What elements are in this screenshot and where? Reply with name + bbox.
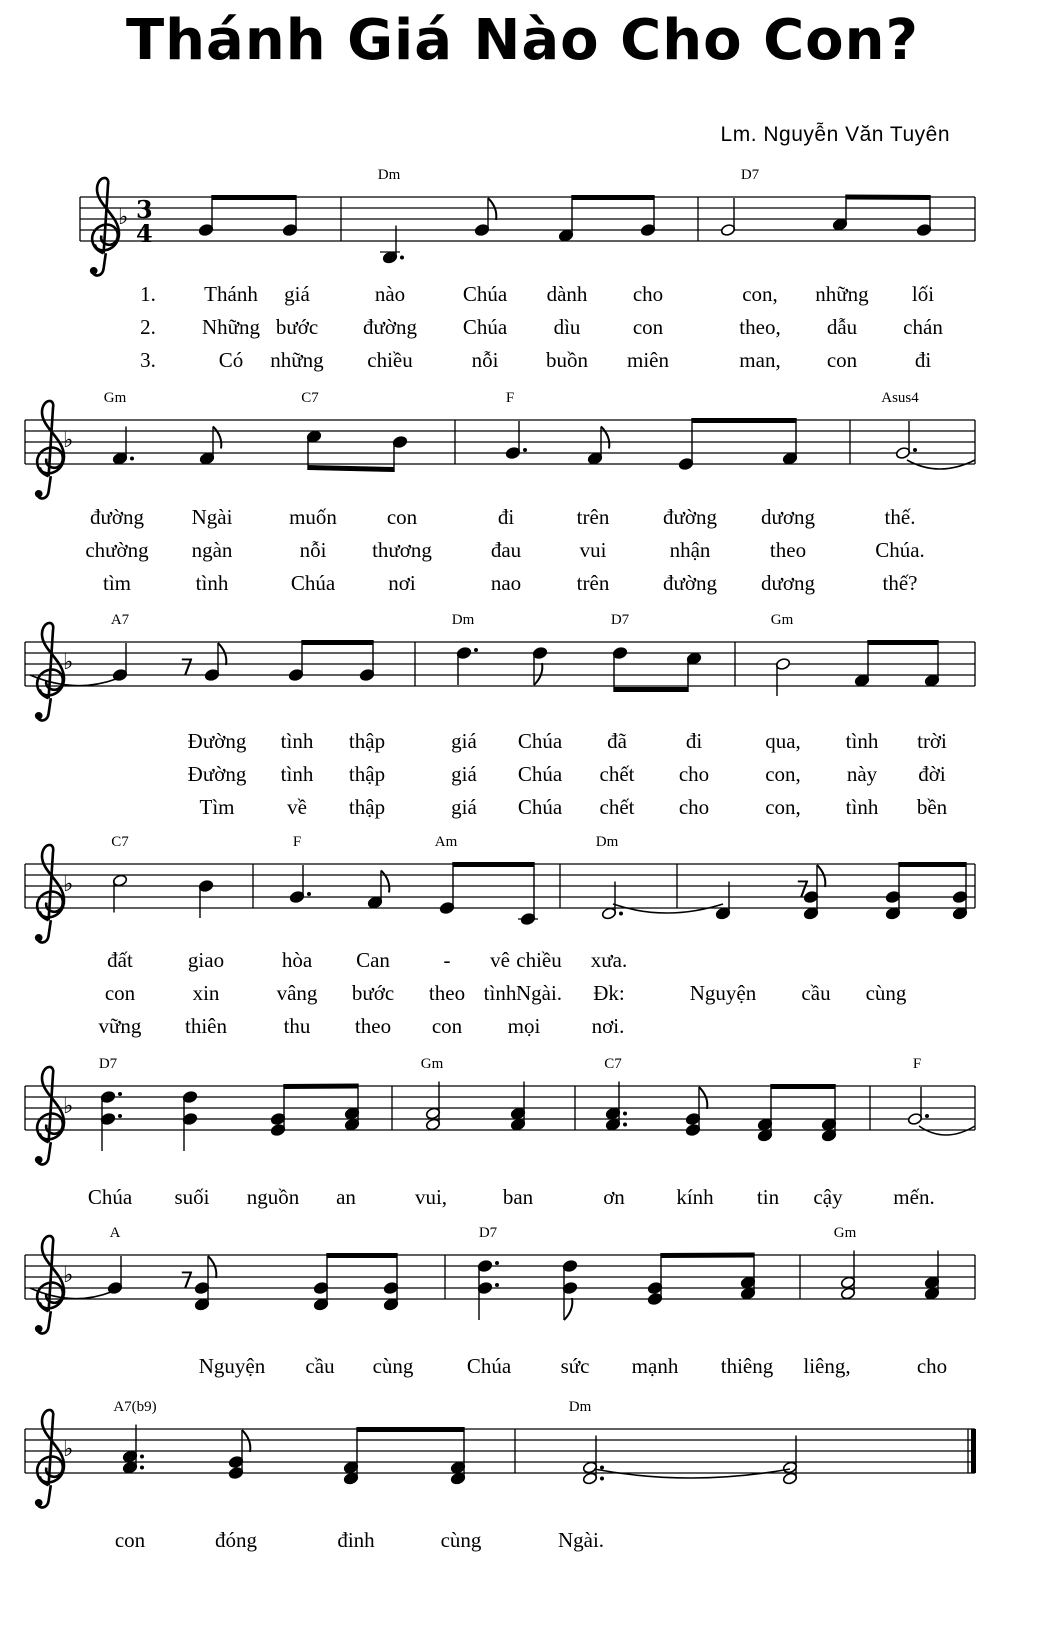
beam	[899, 862, 966, 867]
note	[456, 646, 478, 685]
note	[532, 646, 547, 685]
lyric-syllable: thương	[372, 538, 432, 562]
beam	[846, 195, 930, 201]
note	[740, 1253, 755, 1301]
treble-clef-icon	[35, 845, 64, 943]
lyric-syllable: tình	[845, 729, 879, 753]
note	[640, 195, 655, 237]
lyric-syllable: tình	[280, 729, 314, 753]
staff-system	[0, 1215, 1045, 1305]
lyric-syllable: trời	[917, 729, 947, 753]
note	[782, 1436, 797, 1486]
chord-symbol: A7	[110, 612, 130, 628]
lyric-syllable: tình	[845, 795, 879, 819]
eighth-rest-icon: 7	[796, 878, 810, 903]
note	[601, 882, 623, 921]
lyric-syllable: chiều	[367, 348, 413, 372]
note	[204, 643, 226, 682]
lyric-syllable: bước	[351, 981, 395, 1005]
beam	[771, 1084, 835, 1089]
beam	[661, 1253, 754, 1259]
lyric-syllable: cho	[632, 282, 664, 306]
note	[313, 1253, 328, 1311]
lyric-syllable: tình	[483, 981, 517, 1005]
flat-icon: ♭	[63, 650, 74, 675]
lyric-syllable: chường	[85, 538, 149, 562]
lyric-syllable: cho	[678, 762, 710, 786]
note	[518, 862, 538, 926]
note	[359, 640, 374, 682]
tie	[30, 675, 116, 686]
chord-symbol: Dm	[377, 167, 401, 183]
lyric-syllable: Những	[201, 315, 261, 339]
chord-symbol: F	[292, 834, 302, 850]
lyric-syllable: giá	[451, 762, 477, 786]
beam	[453, 862, 534, 867]
beam	[614, 687, 688, 692]
lyric-syllable: vui	[579, 538, 607, 562]
lyric-syllable: thập	[348, 762, 386, 786]
note	[775, 657, 790, 696]
lyric-syllable: thiên	[185, 1014, 227, 1038]
chord-symbol: C7	[604, 1056, 622, 1072]
lyric-syllable: cho	[916, 1354, 948, 1378]
flat-icon: ♭	[63, 1437, 74, 1462]
treble-clef-icon	[35, 1067, 64, 1165]
lyric-syllable: mọi	[507, 1014, 541, 1038]
lyric-syllable: vê	[490, 948, 510, 972]
note	[112, 874, 127, 913]
note	[380, 226, 404, 265]
lyric-syllable: nào	[374, 282, 406, 306]
lyric-line	[0, 315, 1045, 345]
lyric-syllable: muốn	[289, 505, 337, 529]
note	[720, 198, 735, 237]
treble-clef-icon	[35, 1410, 64, 1508]
lyric-syllable: Ngài.	[557, 1528, 605, 1552]
lyric-syllable: con	[104, 981, 136, 1005]
beam	[302, 640, 373, 645]
lyric-syllable: Chúa	[517, 762, 563, 786]
lyric-syllable: tin	[756, 1185, 780, 1209]
lyric-syllable: sức	[560, 1354, 590, 1378]
staff-system	[0, 1389, 1045, 1479]
chord-symbol: Asus4	[881, 390, 919, 406]
treble-clef-icon	[35, 401, 64, 499]
note	[344, 1084, 359, 1132]
lyric-line	[0, 1354, 1045, 1384]
lyric-syllable: cùng	[372, 1354, 414, 1378]
lyric-syllable: đi	[685, 729, 703, 753]
lyric-syllable: mến.	[893, 1185, 935, 1209]
lyric-syllable: tình	[280, 762, 314, 786]
lyric-syllable: xưa.	[590, 948, 628, 972]
note	[199, 427, 221, 466]
lyric-syllable: nhận	[669, 538, 711, 562]
lyric-syllable: lối	[911, 282, 935, 306]
note	[685, 1087, 707, 1137]
staff-system	[0, 824, 1045, 914]
chord-symbol: Gm	[103, 390, 127, 406]
lyric-syllable: Nguyện	[198, 1354, 266, 1378]
lyric-line	[0, 348, 1045, 378]
staff-system	[0, 602, 1045, 692]
lyric-syllable: theo,	[739, 315, 781, 339]
note	[605, 1082, 627, 1132]
chord-symbol: D7	[478, 1225, 498, 1241]
staff-system	[0, 380, 1045, 470]
verse-number: 1.	[140, 282, 156, 306]
note	[392, 435, 407, 472]
note	[612, 646, 627, 692]
lyric-line	[0, 981, 1045, 1011]
time-signature-bottom: 4	[136, 219, 153, 248]
lyric-line	[0, 795, 1045, 825]
lyric-syllable: cầu	[801, 981, 831, 1005]
lyric-syllable: -	[443, 948, 451, 972]
lyric-syllable: nguồn	[246, 1185, 300, 1209]
lyric-syllable: thế?	[882, 571, 918, 595]
note	[678, 418, 693, 471]
lyric-syllable: Chúa	[290, 571, 336, 595]
lyric-syllable: cùng	[440, 1528, 482, 1552]
staff-system	[0, 157, 1045, 247]
lyric-syllable: theo	[428, 981, 466, 1005]
lyric-syllable: Thánh	[204, 282, 258, 306]
lyric-syllable: những	[815, 282, 869, 306]
note	[840, 1251, 855, 1301]
note	[587, 427, 609, 466]
lyric-syllable: con	[632, 315, 664, 339]
chord-symbol: Gm	[770, 612, 794, 628]
lyric-syllable: dìu	[553, 315, 581, 339]
lyric-syllable: chán	[903, 315, 943, 339]
chord-symbol: Dm	[595, 834, 619, 850]
lyric-syllable: Chúa	[87, 1185, 133, 1209]
note	[282, 195, 297, 237]
chord-symbol: A7(b9)	[113, 1399, 157, 1415]
lyric-line	[0, 762, 1045, 792]
lyric-syllable: dẫu	[826, 315, 858, 339]
lyric-syllable: dành	[546, 282, 588, 306]
beam	[308, 465, 394, 472]
note	[439, 862, 454, 915]
note	[885, 862, 900, 920]
lyric-syllable: dương	[761, 571, 815, 595]
lyric-syllable: giao	[187, 948, 225, 972]
lyric-syllable: con	[114, 1528, 146, 1552]
lyric-syllable: cho	[678, 795, 710, 819]
lyric-syllable: đinh	[337, 1528, 375, 1552]
lyric-syllable: xin	[192, 981, 220, 1005]
lyric-line	[0, 729, 1045, 759]
lyric-syllable: theo	[769, 538, 807, 562]
lyric-syllable: thu	[283, 1014, 311, 1038]
note	[289, 865, 311, 904]
treble-clef-icon	[35, 1236, 64, 1334]
note	[383, 1253, 398, 1311]
note	[367, 871, 389, 910]
lyric-syllable: Chúa	[462, 282, 508, 306]
lyric-syllable: Có	[218, 348, 244, 372]
note	[647, 1253, 662, 1306]
chord-symbol: D7	[98, 1056, 118, 1072]
lyric-syllable: kính	[676, 1185, 714, 1209]
chord-symbol: D7	[740, 167, 760, 183]
lyric-syllable: buồn	[546, 348, 588, 372]
lyric-line	[0, 571, 1045, 601]
lyric-line	[0, 1185, 1045, 1215]
note	[122, 1425, 144, 1475]
lyric-syllable: Đk:	[593, 981, 625, 1005]
lyric-syllable: dương	[761, 505, 815, 529]
lyric-syllable: giá	[451, 795, 477, 819]
note	[343, 1427, 358, 1485]
note	[450, 1427, 465, 1485]
lyric-syllable: đường	[663, 571, 717, 595]
lyric-syllable: an	[336, 1185, 356, 1209]
treble-clef-icon	[90, 178, 119, 276]
lyric-line	[0, 1014, 1045, 1044]
lyric-syllable: bền	[916, 795, 948, 819]
beam	[868, 640, 938, 645]
lyric-syllable: Đường	[187, 729, 247, 753]
beam	[572, 195, 654, 200]
lyric-line	[0, 1528, 1045, 1558]
note	[715, 882, 730, 921]
lyric-syllable: vâng	[276, 981, 318, 1005]
composer: Lm. Nguyễn Văn Tuyên	[720, 123, 950, 146]
beam	[692, 418, 796, 423]
note	[477, 1259, 499, 1320]
note	[112, 427, 134, 466]
note	[288, 640, 303, 682]
chord-symbol: F	[505, 390, 515, 406]
verse-number: 2.	[140, 315, 156, 339]
lyric-syllable: vững	[98, 1014, 142, 1038]
lyric-syllable: theo	[354, 1014, 392, 1038]
lyric-syllable: giá	[451, 729, 477, 753]
note	[198, 195, 213, 237]
lyric-syllable: liêng,	[803, 1354, 851, 1378]
lyric-syllable: những	[270, 348, 324, 372]
lyric-syllable: đường	[663, 505, 717, 529]
lyric-syllable: cầu	[305, 1354, 335, 1378]
lyric-syllable: miên	[627, 348, 669, 372]
lyric-syllable: bước	[275, 315, 319, 339]
lyric-line	[0, 948, 1045, 978]
lyric-syllable: trên	[576, 571, 610, 595]
lyric-syllable: Chúa	[517, 729, 563, 753]
chord-symbol: Gm	[833, 1225, 857, 1241]
lyric-syllable: này	[846, 762, 878, 786]
note	[757, 1084, 772, 1142]
verse-number: 3.	[140, 348, 156, 372]
lyric-syllable: con	[431, 1014, 463, 1038]
flat-icon: ♭	[63, 428, 74, 453]
lyric-syllable: ơn	[603, 1185, 625, 1209]
note	[182, 1090, 197, 1151]
lyric-line	[0, 282, 1045, 312]
lyric-syllable: Can	[356, 948, 390, 972]
chord-symbol: Dm	[451, 612, 475, 628]
time-signature-top: 3	[136, 195, 153, 224]
lyric-syllable: đi	[497, 505, 515, 529]
treble-clef-icon	[35, 623, 64, 721]
staff-system	[0, 1046, 1045, 1136]
eighth-rest-icon: 7	[180, 1269, 194, 1294]
note	[562, 1259, 577, 1320]
lyric-syllable: nỗi	[299, 538, 327, 562]
lyric-syllable: Chúa.	[875, 538, 925, 562]
lyric-syllable: tình	[195, 571, 229, 595]
lyric-syllable: thập	[348, 729, 386, 753]
flat-icon: ♭	[63, 1263, 74, 1288]
chord-symbol: A	[109, 1225, 121, 1241]
lyric-syllable: đau	[490, 538, 522, 562]
lyric-syllable: chết	[599, 795, 635, 819]
chord-symbol: Am	[434, 834, 458, 850]
note	[505, 421, 527, 460]
lyric-syllable: mạnh	[631, 1354, 679, 1378]
note	[100, 1090, 122, 1151]
lyric-syllable: trên	[576, 505, 610, 529]
note	[474, 198, 496, 237]
lyric-syllable: tìm	[102, 571, 132, 595]
note	[952, 862, 967, 920]
lyric-syllable: nỗi	[471, 348, 499, 372]
beam	[212, 195, 296, 200]
lyric-syllable: chết	[599, 762, 635, 786]
lyric-line	[0, 505, 1045, 535]
flat-icon: ♭	[63, 872, 74, 897]
lyric-syllable: Chúa	[517, 795, 563, 819]
lyric-syllable: về	[287, 795, 307, 819]
lyric-syllable: đường	[90, 505, 144, 529]
flat-icon: ♭	[118, 205, 129, 230]
lyric-syllable: nao	[490, 571, 522, 595]
lyric-line	[0, 538, 1045, 568]
lyric-syllable: con,	[765, 762, 801, 786]
lyric-syllable: đi	[914, 348, 932, 372]
note	[228, 1430, 250, 1480]
note	[895, 421, 917, 460]
lyric-syllable: đã	[607, 729, 627, 753]
note	[270, 1084, 285, 1137]
note	[907, 1087, 929, 1126]
lyric-syllable: hòa	[281, 948, 313, 972]
lyric-syllable: Nguyện	[689, 981, 757, 1005]
lyric-syllable: Chúa	[466, 1354, 512, 1378]
song-title: Thánh Giá Nào Cho Con?	[125, 8, 919, 73]
note	[425, 1082, 440, 1132]
beam	[284, 1084, 358, 1090]
lyric-syllable: Đường	[187, 762, 247, 786]
lyric-syllable: nơi	[388, 571, 416, 595]
chord-symbol: C7	[111, 834, 129, 850]
note	[194, 1256, 216, 1311]
lyric-syllable: thế.	[884, 505, 916, 529]
lyric-syllable: Ngài.	[515, 981, 563, 1005]
lyric-syllable: Ngài	[191, 505, 233, 529]
eighth-rest-icon: 7	[180, 656, 194, 681]
lyric-syllable: chiều	[516, 948, 562, 972]
note	[107, 1256, 122, 1295]
lyric-syllable: thập	[348, 795, 386, 819]
beam	[327, 1253, 397, 1258]
lyric-syllable: vui,	[414, 1185, 448, 1209]
lyric-syllable: con	[386, 505, 418, 529]
chord-symbol: F	[912, 1056, 922, 1072]
lyric-syllable: Tìm	[199, 795, 235, 819]
lyric-syllable: cùng	[865, 981, 907, 1005]
note	[924, 1251, 939, 1301]
note	[821, 1084, 836, 1142]
lyric-syllable: đóng	[215, 1528, 257, 1552]
lyric-syllable: thiêng	[720, 1354, 774, 1378]
chord-symbol: C7	[301, 390, 319, 406]
tie	[30, 1288, 111, 1299]
chord-symbol: D7	[610, 612, 630, 628]
note	[582, 1436, 604, 1486]
lyric-syllable: Chúa	[462, 315, 508, 339]
lyric-syllable: đường	[363, 315, 417, 339]
note	[198, 879, 213, 918]
chord-symbol: Gm	[420, 1056, 444, 1072]
beam	[357, 1427, 464, 1432]
lyric-syllable: con,	[765, 795, 801, 819]
lyric-syllable: ngàn	[191, 538, 233, 562]
lyric-syllable: qua,	[765, 729, 801, 753]
lyric-syllable: suối	[174, 1185, 210, 1209]
note	[832, 195, 847, 232]
chord-symbol: Dm	[568, 1399, 592, 1415]
lyric-syllable: man,	[739, 348, 781, 372]
lyric-syllable: nơi.	[591, 1014, 625, 1038]
final-barline-thick	[971, 1429, 976, 1473]
note	[510, 1082, 525, 1132]
flat-icon: ♭	[63, 1094, 74, 1119]
note	[916, 195, 931, 237]
lyric-syllable: đời	[918, 762, 946, 786]
lyric-syllable: ban	[502, 1185, 534, 1209]
lyric-syllable: cậy	[813, 1185, 843, 1209]
lyric-syllable: giá	[284, 282, 310, 306]
note	[112, 643, 127, 682]
lyric-syllable: con	[826, 348, 858, 372]
lyric-syllable: con,	[742, 282, 778, 306]
lyric-syllable: đất	[107, 948, 133, 972]
